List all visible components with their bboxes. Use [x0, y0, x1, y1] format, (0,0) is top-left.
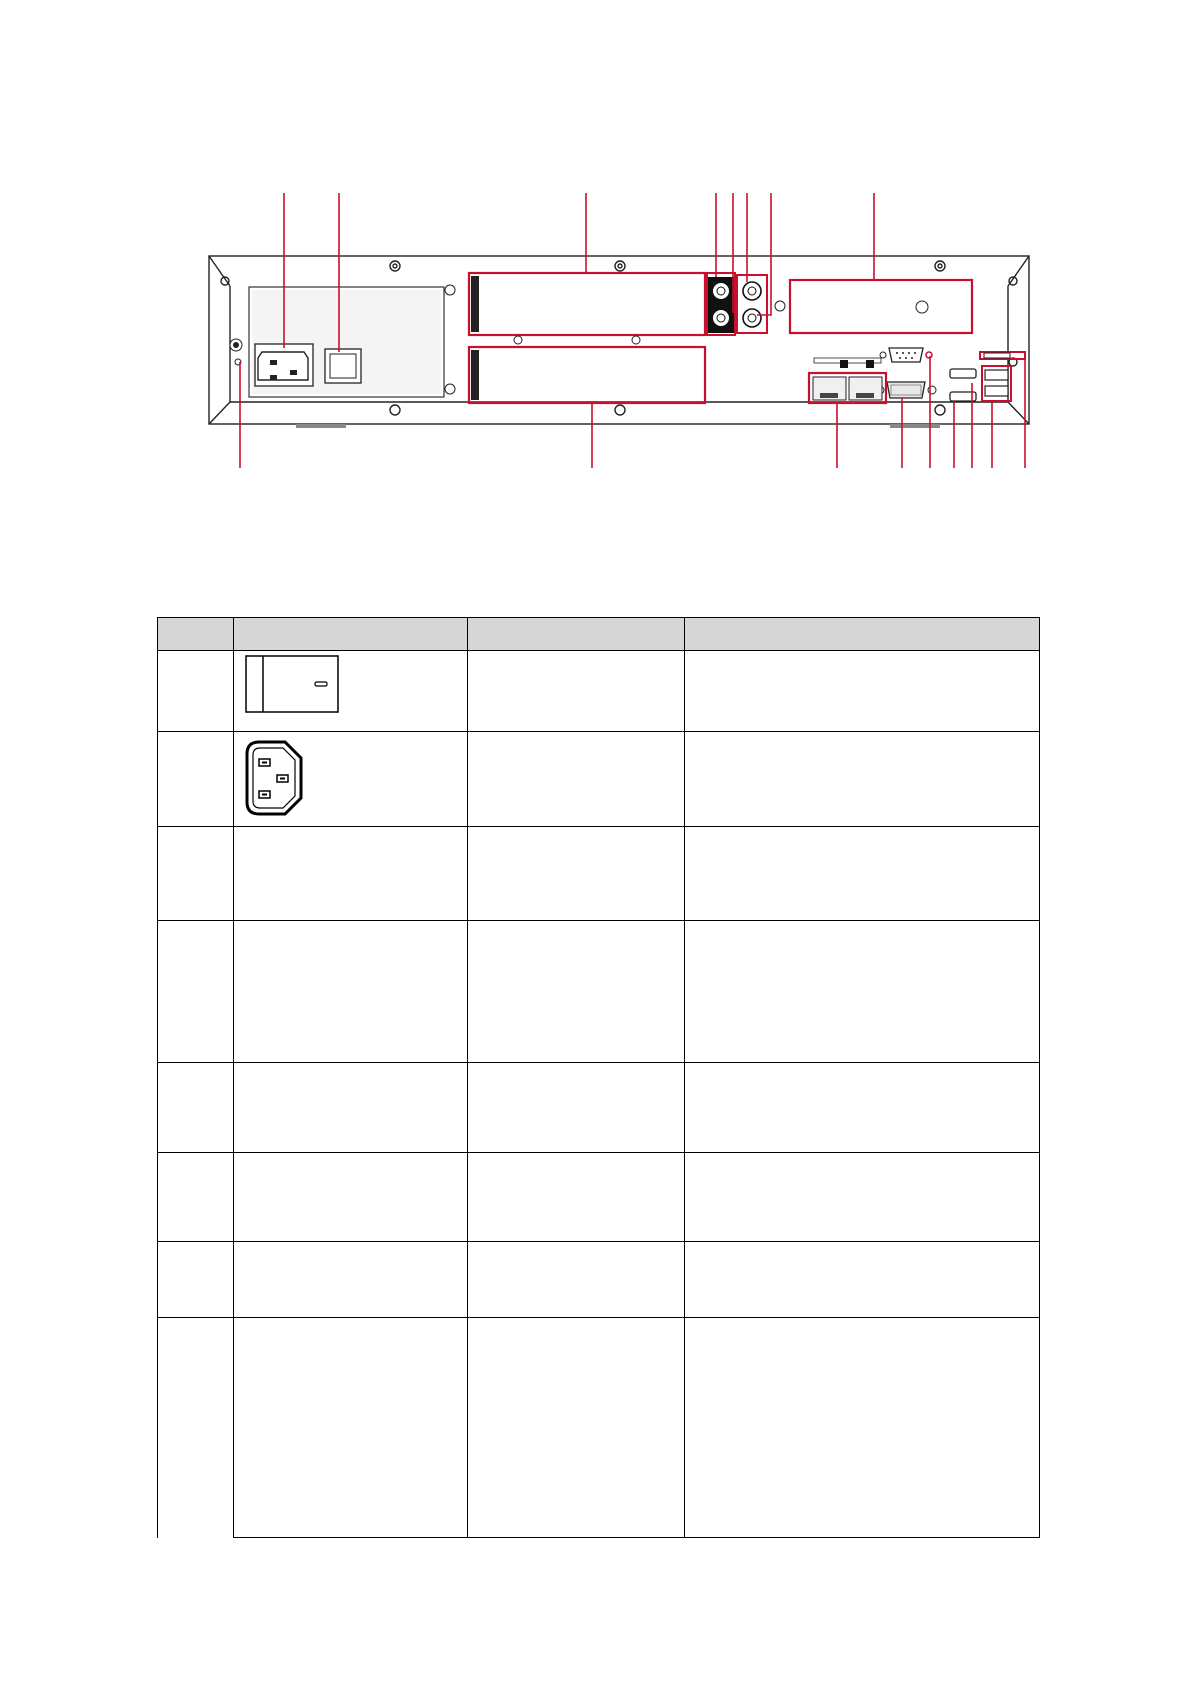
table-header-row	[158, 618, 1040, 651]
table-cell	[468, 651, 685, 732]
psu-area	[230, 285, 455, 397]
mic-ports	[707, 273, 735, 335]
header-cell	[234, 618, 468, 651]
table-cell	[685, 651, 1040, 732]
table-cell	[468, 1063, 685, 1153]
table-cell	[468, 1153, 685, 1242]
header-cell	[685, 618, 1040, 651]
table-row	[158, 651, 1040, 732]
table-cell	[234, 1063, 468, 1153]
table-cell	[158, 1153, 234, 1242]
table-row	[158, 732, 1040, 827]
table-cell	[468, 921, 685, 1063]
header-cell	[468, 618, 685, 651]
table-cell	[234, 921, 468, 1063]
table-cell	[468, 1242, 685, 1318]
table-row	[158, 1153, 1040, 1242]
table-cell	[468, 827, 685, 921]
table-cell	[158, 732, 234, 827]
table-cell	[685, 732, 1040, 827]
table-row	[158, 921, 1040, 1063]
table-cell	[234, 732, 468, 827]
interface-spec-table	[157, 617, 1040, 1538]
table-cell	[234, 1242, 468, 1318]
power-socket-icon	[245, 740, 305, 818]
rs232-port	[880, 348, 932, 362]
av-out-ports	[737, 275, 785, 333]
video-loop-bnc-bottom	[469, 347, 705, 403]
alarm-terminal-block	[790, 280, 972, 333]
table-cell	[685, 1153, 1040, 1242]
table-cell	[685, 1242, 1040, 1318]
esata-usb-ports	[980, 352, 1025, 401]
table-row	[158, 1242, 1040, 1318]
table-cell	[158, 1318, 234, 1538]
table-cell	[158, 651, 234, 732]
header-cell	[158, 618, 234, 651]
table-cell	[468, 1318, 685, 1538]
table-cell	[234, 827, 468, 921]
table-cell	[685, 921, 1040, 1063]
video-input-bnc-top	[469, 273, 705, 335]
table-row	[158, 1063, 1040, 1153]
network-ports	[809, 358, 886, 403]
table-cell	[234, 651, 468, 732]
table-cell	[158, 921, 234, 1063]
table-cell	[685, 1318, 1040, 1538]
power-switch-icon	[245, 655, 345, 719]
table-row	[158, 1318, 1040, 1538]
table-cell	[685, 827, 1040, 921]
table-cell	[158, 1063, 234, 1153]
table-row	[158, 827, 1040, 921]
rear-panel-figure	[0, 0, 1191, 520]
table-cell	[468, 732, 685, 827]
table-cell	[158, 1242, 234, 1318]
table-cell	[685, 1063, 1040, 1153]
table-cell	[158, 827, 234, 921]
table-cell	[234, 1318, 468, 1538]
table-cell	[234, 1153, 468, 1242]
